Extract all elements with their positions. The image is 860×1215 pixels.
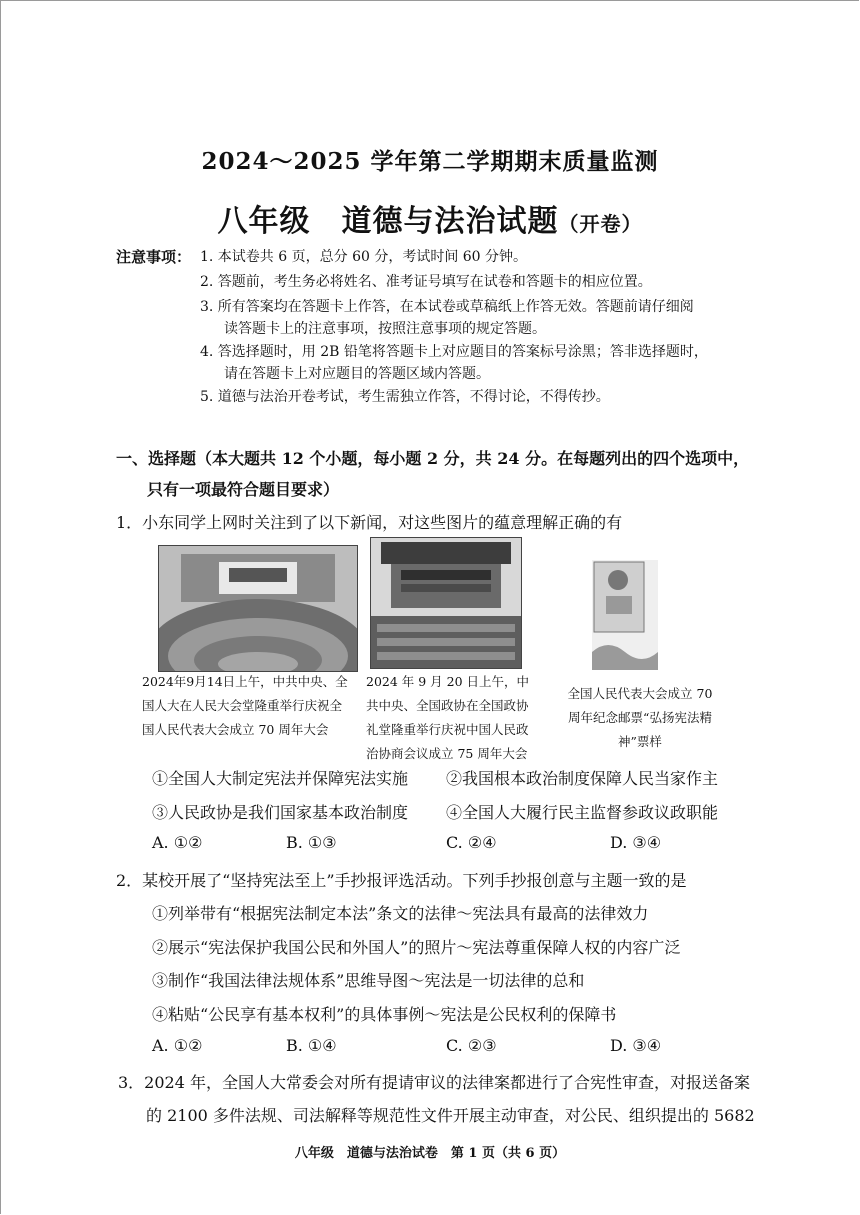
image-caption-3: 全国人民代表大会成立 70 周年纪念邮票“弘扬宪法精神”票样 [567, 686, 713, 749]
question-3-stem: 3．2024 年，全国人大常委会对所有提请审议的法律案都进行了合宪性审查，对报送备案 [118, 1073, 750, 1092]
section-heading-cont: 只有一项最符合题目要求） [147, 480, 340, 499]
assembly-hall-photo [158, 545, 358, 672]
note-item: 3. 所有答案均在答题卡上作答，在本试卷或草稿纸上作答无效。答题前请仔细阅 [200, 299, 694, 315]
question-3-stem-cont: 的 2100 多件法规、司法解释等规范性文件开展主动审查，对公民、组织提出的 5682 [146, 1106, 755, 1125]
q1-option-a[interactable]: A. ①② [152, 833, 203, 852]
q2-option-b[interactable]: B. ①④ [286, 1036, 337, 1055]
q2-option-d[interactable]: D. ③④ [610, 1036, 662, 1055]
q2-option-a[interactable]: A. ①② [152, 1036, 203, 1055]
image-caption-1: 2024年9月14日上午，中共中央、全国人大在人民大会堂隆重举行庆祝全国人民代表大会成立 70 周年大会 [142, 674, 348, 737]
notes-label: 注意事项： [116, 248, 192, 266]
q2-statement: ①列举带有“根据宪法制定本法”条文的法律～宪法具有最高的法律效力 [152, 904, 649, 923]
note-item: 1. 本试卷共 6 页，总分 60 分，考试时间 60 分钟。 [200, 249, 528, 265]
commemorative-stamp-icon [592, 560, 658, 670]
question-1-stem: 1．小东同学上网时关注到了以下新闻，对这些图片的蕴意理解正确的有 [116, 513, 623, 532]
q1-statement: ②我国根本政治制度保障人民当家作主 [446, 769, 719, 788]
cppcc-hall-photo [370, 537, 522, 669]
image-caption-2: 2024 年 9 月 20 日上午，中共中央、全国政协在全国政协礼堂隆重举行庆祝中国人民政治协商会议成立 75 周年大会 [366, 674, 530, 761]
q1-option-c[interactable]: C. ②④ [446, 833, 497, 852]
subject-title [0, 196, 860, 240]
note-item: 2. 答题前，考生务必将姓名、准考证号填写在试卷和答题卡的相应位置。 [200, 274, 652, 290]
assembly-hall-photo-icon [159, 546, 357, 671]
q1-statement: ③人民政协是我们国家基本政治制度 [152, 803, 409, 822]
subject-name: 八年级 道德与法治试题 [217, 204, 559, 239]
q1-option-b[interactable]: B. ①③ [286, 833, 337, 852]
question-2-stem: 2．某校开展了“坚持宪法至上”手抄报评选活动。下列手抄报创意与主题一致的是 [116, 871, 687, 890]
page-footer: 八年级 道德与法治试卷 第 1 页（共 6 页） [294, 1146, 566, 1161]
cppcc-hall-photo-icon [371, 538, 521, 668]
note-item: 读答题卡上的注意事项，按照注意事项的规定答题。 [224, 321, 546, 337]
exam-title: 2024～2025 学年第二学期期末质量监测 [201, 148, 659, 175]
q2-option-c[interactable]: C. ②③ [446, 1036, 497, 1055]
note-item: 请在答题卡上对应题目的答题区域内答题。 [224, 366, 490, 382]
section-heading: 一、选择题（本大题共 12 个小题，每小题 2 分，共 24 分。在每题列出的四个选项中， [116, 449, 750, 468]
q2-statement: ③制作“我国法律法规体系”思维导图～宪法是一切法律的总和 [152, 971, 585, 990]
q1-option-d[interactable]: D. ③④ [610, 833, 662, 852]
q2-statement: ②展示“宪法保护我国公民和外国人”的照片～宪法尊重保障人权的内容广泛 [152, 938, 681, 957]
subject-suffix: （开卷） [558, 212, 643, 236]
note-item: 4. 答选择题时，用 2B 铅笔将答题卡上对应题目的答案标号涂黑；答非选择题时， [200, 344, 708, 360]
q1-statement: ④全国人大履行民主监督参政议政职能 [446, 803, 719, 822]
q2-statement: ④粘贴“公民享有基本权利”的具体事例～宪法是公民权利的保障书 [152, 1005, 617, 1024]
commemorative-stamp [592, 560, 658, 670]
note-item: 5. 道德与法治开卷考试，考生需独立作答，不得讨论，不得传抄。 [200, 389, 610, 405]
q1-statement: ①全国人大制定宪法并保障宪法实施 [152, 769, 409, 788]
